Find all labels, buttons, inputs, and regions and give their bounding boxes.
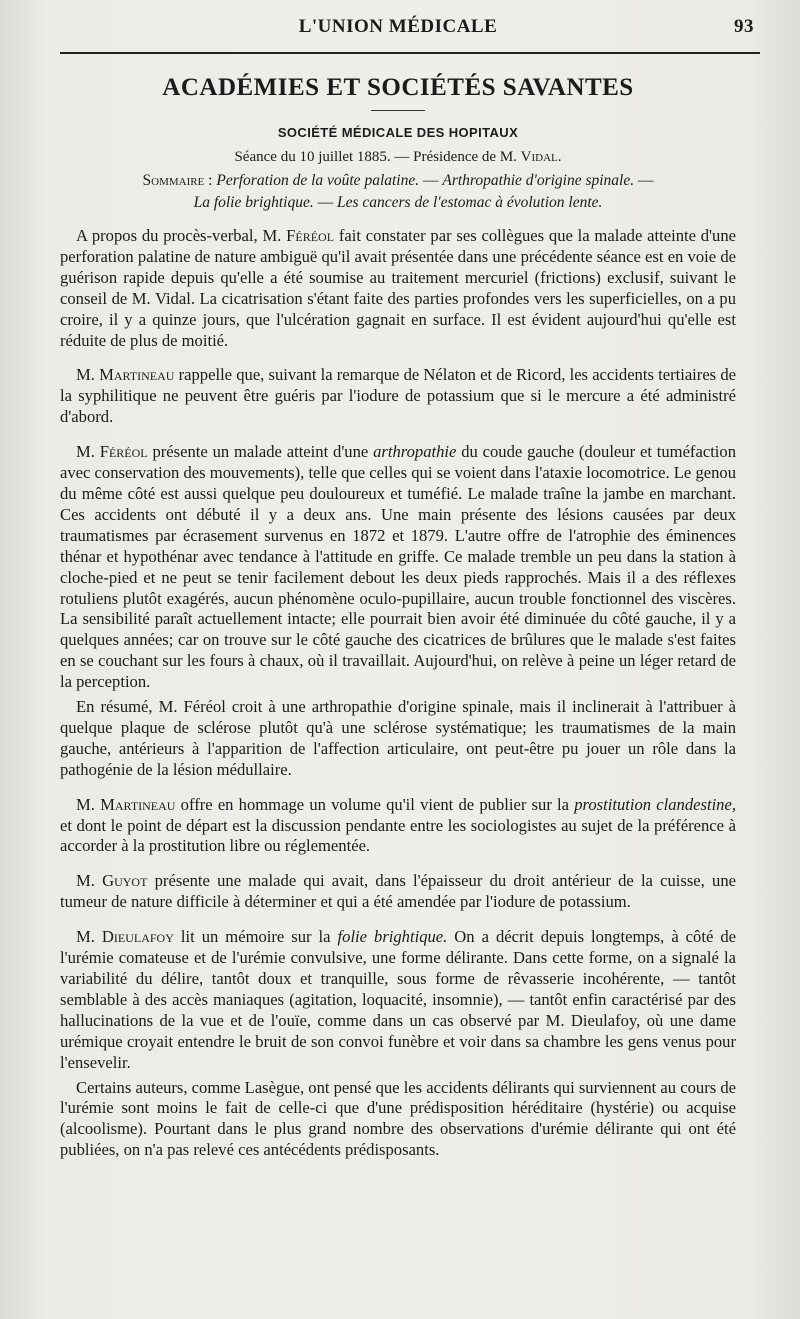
paragraph: M. Dieulafoy lit un mémoire sur la folie brightique. On a décrit depuis longtemps, à côté de l'urémie comateuse et de l'urémie convulsive, une forme délirante. Dans cette forme, on a signalé la variabilité du délire, tantôt doux et tranquille, sous forme de rêvasserie incohérente, — tantôt semblable à des accès maniaques (agitation, loquacité, insomnie), — tantôt enfin caractérisé par des hallucinations de la vue et de l'ouïe, comme dans un cas observé par M. Dieulafoy, où une dame urémique croyait entendre le bruit de son convoi funèbre et voir dans sa chambre les gens venus pour l'ensevelir. [60,927,736,1072]
title-rule [371,110,425,111]
speaker-name: Martineau [100,794,176,814]
paragraph: M. Martineau offre en hommage un volume qu'il vient de publier sur la prostitution clandestine, et dont le point de départ est la discussion pendante entre les sociologistes au sujet de la préférence à accorder à la prostitution libre ou réglementée. [60,794,736,856]
speaker-name: Guyot [102,871,148,891]
journal-title: L'UNION MÉDICALE [298,16,498,37]
running-header [60,10,754,38]
speaker-name: Féréol [99,442,148,462]
page-number: 93 [734,16,754,37]
president-name: Vidal [520,149,558,165]
paragraph: En résumé, M. Féréol croit à une arthropathie d'origine spinale, mais il inclinerait à l'attribuer à quelque plaque de sclérose plutôt qu'à une sclérose systématique; les traumatismes de la main gauche, antérieurs à l'apparition de l'affection articulaire, ont peut-être pu jouer un rôle dans la pathogénie de la lésion médullaire. [60,697,736,779]
speaker-name: Martineau [99,365,175,385]
summary-item: Perforation de la voûte palatine. [216,172,420,189]
session-line: Séance du 10 juillet 1885. — Présidence de M. Vidal. [234,149,562,165]
summary-item: Les cancers de l'estomac à évolution lente. [336,194,603,211]
speaker-name: Féréol [286,226,335,245]
speaker-name: Dieulafoy [101,927,174,947]
society-heading: SOCIÉTÉ MÉDICALE DES HOPITAUX [277,125,519,140]
section-title: ACADÉMIES ET SOCIÉTÉS SAVANTES [162,74,634,101]
paragraph: M. Martineau rappelle que, suivant la remarque de Nélaton et de Ricord, les accidents tertiaires de la syphilitique ne peuvent être guéris par l'iodure de potassium que si le mercure a été administré d'abord. [60,365,736,427]
header-rule [60,52,760,54]
summary: Sommaire : Perforation de la voûte palatine. — Arthropathie d'origine spinale. — La folie brightique. — Les cancers de l'estomac à évolution lente. [142,172,654,211]
paragraph: M. Féréol présente un malade atteint d'une arthropathie du coude gauche (douleur et tuméfaction avec conservation des mouvements), telle que celles qui se voient dans l'ataxie locomotrice. Le genou du même côté est aussi quelque peu douloureux et tuméfié. Le malade traîne la jambe en marchant. Ces accidents ont débuté il y a deux ans. Une main présente des lésions causées par deux traumatismes par écrasement survenus en 1872 et 1879. L'autre offre de l'atrophie des éminences thénar et hypothénar avec tendance à l'attitude en griffe. Ce malade tremble un peu dans la station à cloche-pied et ne peut se tenir facilement debout les deux pieds rapprochés. Mais il a des réflexes rotuliens plutôt exagérés, aucun phénomène oculo-pupillaire, aucun trouble fonctionnel des viscères. La sensibilité paraît actuellement intacte; elle pourrait bien avoir été diminuée du côté gauche, il y a quelques années; car on trouve sur le côté gauche des cicatrices de brûlures que le malade s'est faites en se couchant sur les fours à chaux, où il travaillait. Aujourd'hui, on relève à peine un léger retard de la perception. [60,442,737,692]
session-date: Séance du 10 juillet 1885. — Présidence de M. [234,149,521,165]
article-body [60,226,736,1161]
paragraph: A propos du procès-verbal, M. Féréol fait constater par ses collègues que la malade atteinte d'une perforation palatine de nature ambiguë qu'il avait présentée dans une précédente séance est en voie de guérison rapide depuis qu'elle a été soumise au traitement mercuriel (frictions) exclusif, suivant le conseil de M. Vidal. La cicatrisation s'étant faite des parties profondes vers les superficielles, on a pu croire, il y a quinze jours, que l'ulcération gagnait en surface. Il est évident aujourd'hui qu'elle est réduite de plus de moitié. [60,226,737,350]
summary-item: Arthropathie d'origine spinale. [442,172,635,189]
summary-item: La folie brightique. [193,194,314,211]
paragraph: M. Guyot présente une malade qui avait, dans l'épaisseur du droit antérieur de la cuisse, une tumeur de nature difficile à déterminer et qui a été amendée par l'iodure de potassium. [60,871,736,912]
paragraph: Certains auteurs, comme Lasègue, ont pensé que les accidents délirants qui surviennent au cours de l'urémie sont moins le fait de celle-ci que d'une prédisposition héréditaire (hystérie) ou acquise (alcoolisme). Pourtant dans le plus grand nombre des observations d'urémie délirante qui ont été publiées, on n'a pas relevé ces antécédents prédisposants. [60,1077,736,1160]
summary-label: Sommaire [142,172,205,189]
